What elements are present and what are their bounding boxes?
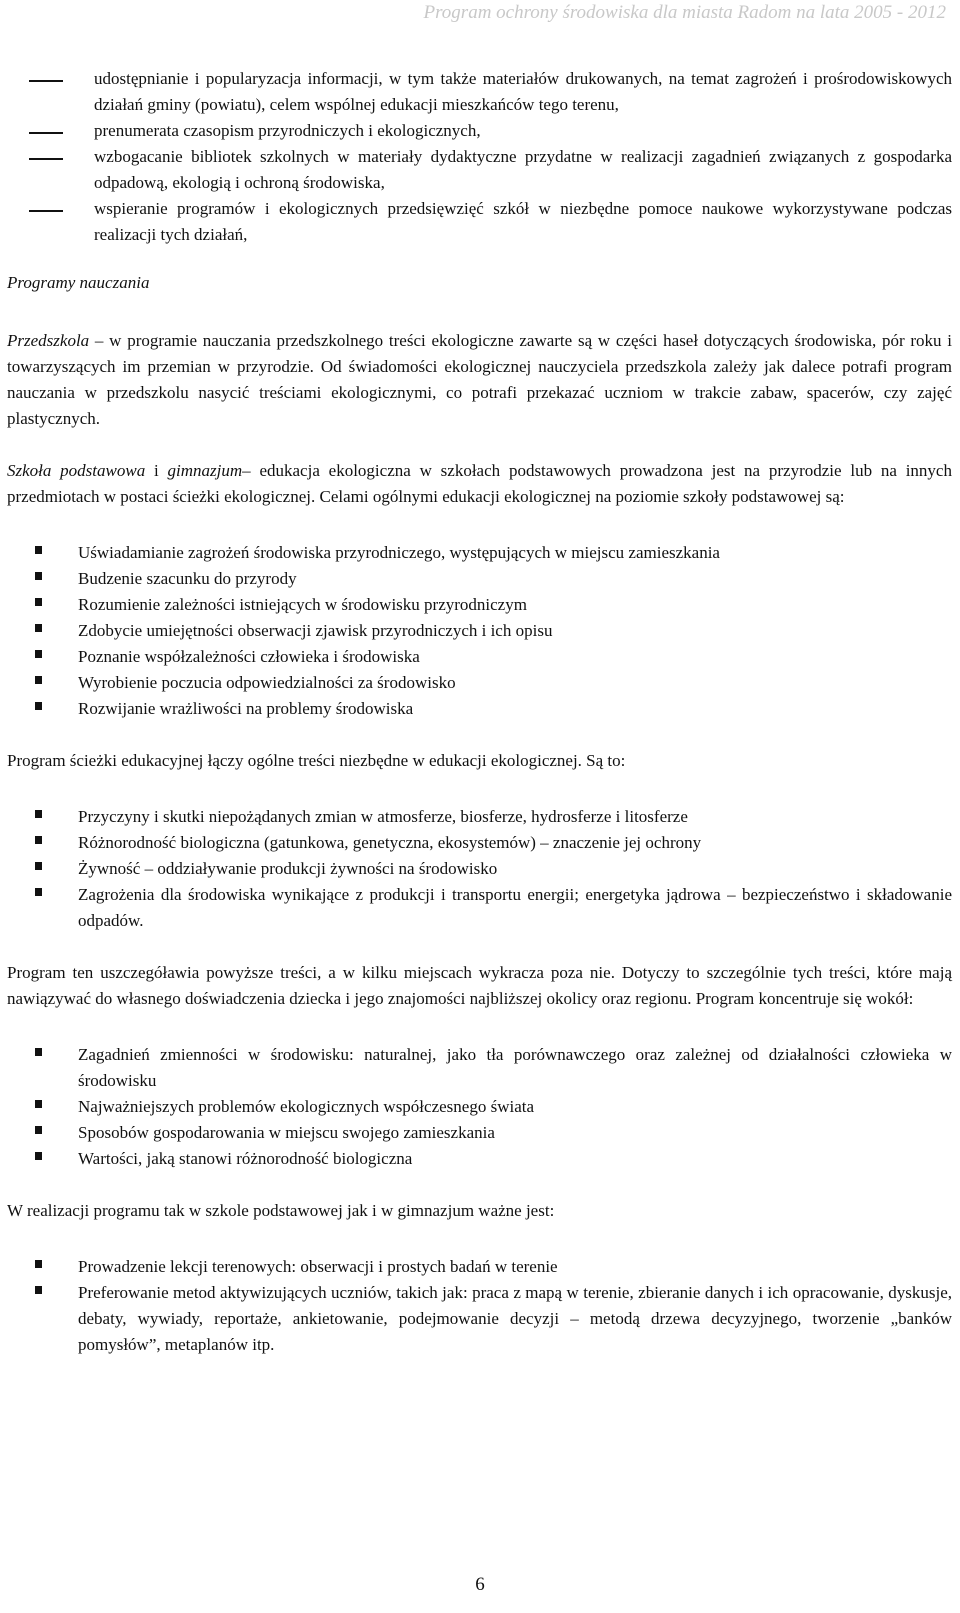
- preschool-text: – w programie nauczania przedszkolnego treści ekologiczne zawarte są w części haseł dotyczących środowiska, pór roku i towarzyszących im przemian w przyrodzie. Od świadomości ekologicznej nauczyciela przedszkola zależy jak dalece potrafi program nauczania w przedszkolu nasycić treściami ekologicznymi, co potrafi przekazać uczniom w trakcie zabaw, spacerów, czy zajęć plastycznych.: [7, 331, 952, 428]
- list-item: prenumerata czasopism przyrodniczych i ekologicznych,: [7, 118, 952, 144]
- focus-list: [7, 1042, 952, 1172]
- dash-bullet-icon: [29, 132, 63, 134]
- realization-list: [7, 1254, 952, 1358]
- school-paragraph: [7, 458, 952, 510]
- list-item: Zagrożenia dla środowiska wynikające z produkcji i transportu energii; energetyka jądrowa – bezpieczeństwo i składowanie odpadów.: [7, 882, 952, 934]
- dash-bullet-icon: [29, 80, 63, 82]
- list-item: Wartości, jaką stanowi różnorodność biologiczna: [7, 1146, 952, 1172]
- square-bullet-icon: [35, 888, 42, 896]
- list-item: Zagadnień zmienności w środowisku: naturalnej, jako tła porównawczego oraz zależnej od działalności człowieka w środowisku: [7, 1042, 952, 1094]
- list-item: Sposobów gospodarowania w miejscu swojego zamieszkania: [7, 1120, 952, 1146]
- square-bullet-icon: [35, 650, 42, 658]
- path-intro: Program ścieżki edukacyjnej łączy ogólne treści niezbędne w edukacji ekologicznej. Są to:: [7, 751, 626, 770]
- school-conjunction: i: [145, 461, 168, 480]
- list-item: Różnorodność biologiczna (gatunkowa, genetyczna, ekosystemów) – znaczenie jej ochrony: [7, 830, 952, 856]
- gymnasium-label: gimnazjum: [167, 461, 243, 480]
- preschool-label: Przedszkola: [7, 331, 90, 350]
- realization-intro: W realizacji programu tak w szkole podstawowej jak i w gimnazjum ważne jest:: [7, 1201, 555, 1220]
- list-item: Preferowanie metod aktywizujących uczniów, takich jak: praca z mapą w terenie, zbieranie danych i ich opracowanie, dyskusje, debaty, wywiady, reportaże, ankietowanie, podejmowanie decyzji – metodą drzewa decyzyjnego, tworzenie „banków pomysłów”, metaplanów itp.: [7, 1280, 952, 1358]
- square-bullet-icon: [35, 1126, 42, 1134]
- square-bullet-icon: [35, 836, 42, 844]
- square-bullet-icon: [35, 572, 42, 580]
- list-item: Budzenie szacunku do przyrody: [7, 566, 952, 592]
- page-number: 6: [475, 1574, 485, 1595]
- list-item: Uświadamianie zagrożeń środowiska przyrodniczego, występujących w miejscu zamieszkania: [7, 540, 952, 566]
- preschool-paragraph: [7, 328, 952, 432]
- square-bullet-icon: [35, 624, 42, 632]
- square-bullet-icon: [35, 1100, 42, 1108]
- square-bullet-icon: [35, 676, 42, 684]
- list-item: wspieranie programów i ekologicznych przedsięwzięć szkół w niezbędne pomoce naukowe wykorzystywane podczas realizacji tych działań,: [7, 196, 952, 248]
- list-item: Prowadzenie lekcji terenowych: obserwacji i prostych badań w terenie: [7, 1254, 952, 1280]
- list-item: Rozumienie zależności istniejących w środowisku przyrodniczym: [7, 592, 952, 618]
- list-item: Żywność – oddziaływanie produkcji żywności na środowisko: [7, 856, 952, 882]
- list-item: Zdobycie umiejętności obserwacji zjawisk przyrodniczych i ich opisu: [7, 618, 952, 644]
- dash-bullet-icon: [29, 210, 63, 212]
- list-item: wzbogacanie bibliotek szkolnych w materiały dydaktyczne przydatne w realizacji zagadnień związanych z gospodarka odpadową, ekologią i ochroną środowiska,: [7, 144, 952, 196]
- page-content: [7, 66, 952, 1358]
- square-bullet-icon: [35, 1152, 42, 1160]
- school-label: Szkoła podstawowa: [7, 461, 146, 480]
- school-text: – edukacja ekologiczna w szkołach podstawowych prowadzona jest na przyrodzie lub na innych przedmiotach w postaci ścieżki ekologicznej. Celami ogólnymi edukacji ekologicznej na poziomie szkoły podstawowej są:: [7, 461, 952, 506]
- square-bullet-icon: [35, 1260, 42, 1268]
- square-bullet-icon: [35, 1048, 42, 1056]
- goals-list: [7, 540, 952, 722]
- list-item: Przyczyny i skutki niepożądanych zmian w atmosferze, biosferze, hydrosferze i litosferze: [7, 804, 952, 830]
- square-bullet-icon: [35, 702, 42, 710]
- square-bullet-icon: [35, 598, 42, 606]
- list-item: Poznanie współzależności człowieka i środowiska: [7, 644, 952, 670]
- section-heading: Programy nauczania: [7, 273, 150, 292]
- list-item: udostępnianie i popularyzacja informacji, w tym także materiałów drukowanych, na temat zagrożeń i prośrodowiskowych działań gminy (powiatu), celem wspólnej edukacji mieszkańców tego terenu,: [7, 66, 952, 118]
- program-intro: Program ten uszczegóławia powyższe treści, a w kilku miejscach wykracza poza nie. Dotyczy to szczególnie tych treści, które mają nawiązywać do własnego doświadczenia dziecka i jego znajomości najbliższej okolicy oraz regionu. Program koncentruje się wokół:: [7, 963, 952, 1008]
- square-bullet-icon: [35, 1286, 42, 1294]
- square-bullet-icon: [35, 810, 42, 818]
- square-bullet-icon: [35, 546, 42, 554]
- dash-bullet-icon: [29, 158, 63, 160]
- list-item: Najważniejszych problemów ekologicznych współczesnego świata: [7, 1094, 952, 1120]
- square-bullet-icon: [35, 862, 42, 870]
- path-list: [7, 804, 952, 934]
- list-item: Rozwijanie wrażliwości na problemy środowiska: [7, 696, 952, 722]
- dash-list: [7, 66, 952, 248]
- list-item: Wyrobienie poczucia odpowiedzialności za środowisko: [7, 670, 952, 696]
- running-header: Program ochrony środowiska dla miasta Radom na lata 2005 - 2012: [423, 2, 946, 23]
